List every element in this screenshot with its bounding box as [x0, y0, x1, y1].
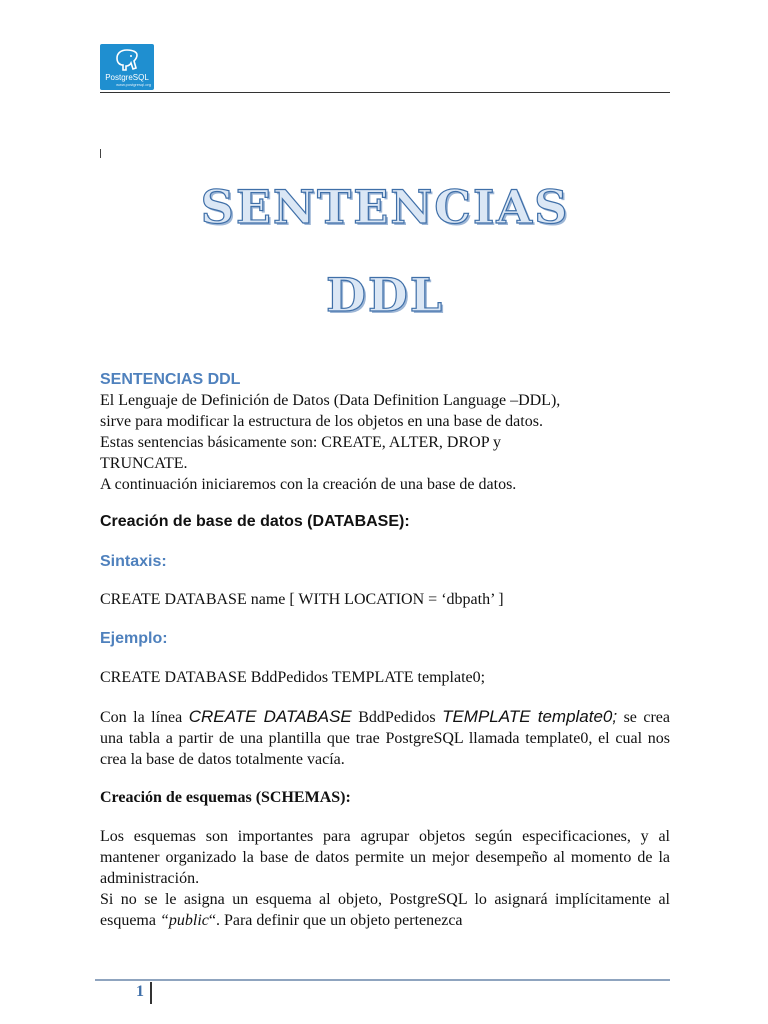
explanation-rest: se crea una tabla a partir de una plantilla que trae PostgreSQL llamada template0, el cual nos crea la base de datos totalmente vacía.: [100, 709, 671, 768]
ddl-line-1: El Lenguaje de Definición de Datos (Data Definition Language –DDL),: [100, 392, 561, 409]
schemas-para2-prefix: Si no se le asigna un esquema al objeto, PostgreSQL lo asignará implícitamente al esquema: [100, 891, 670, 929]
page-number-divider: [150, 982, 152, 1004]
syntax-line: CREATE DATABASE name [ WITH LOCATION = ‘dbpath’ ]: [100, 591, 504, 608]
section-heading-schemas: Creación de esquemas (SCHEMAS):: [100, 789, 351, 806]
ddl-line-3: Estas sentencias básicamente son: CREATE, ALTER, DROP y: [100, 434, 501, 451]
logo-subtext: www.postgresql.org: [116, 82, 151, 87]
explanation-mid: BddPedidos: [351, 709, 443, 726]
document-title-line-1: SENTENCIAS: [200, 180, 570, 234]
postgresql-logo: [100, 44, 154, 90]
schemas-paragraph-2: [100, 889, 670, 931]
page-number: 1: [136, 983, 144, 1000]
example-line: CREATE DATABASE BddPedidos TEMPLATE template0;: [100, 669, 486, 686]
ddl-line-4: TRUNCATE.: [100, 455, 188, 472]
schemas-paragraph-1: Los esquemas son importantes para agrupar objetos según especificaciones, y al mantener organizado la base de datos permite un mejor desempeño al momento de la administración.: [100, 828, 670, 887]
syntax-heading: Sintaxis:: [100, 553, 167, 570]
section-heading-ddl: SENTENCIAS DDL: [100, 371, 241, 388]
logo-text: PostgreSQL: [105, 73, 149, 82]
schemas-para2-suffix: “. Para definir que un objeto pertenezca: [208, 912, 463, 929]
document-title-line-2: DDL: [325, 268, 445, 322]
keyword-create-database: CREATE DATABASE: [188, 707, 352, 726]
elephant-icon: [112, 48, 142, 72]
section-heading-database: Creación de base de datos (DATABASE):: [100, 513, 410, 530]
document-body: [100, 370, 670, 931]
example-heading: Ejemplo:: [100, 630, 168, 647]
ddl-line-2: sirve para modificar la estructura de los objetos en una base de datos.: [100, 413, 543, 430]
explanation-prefix: Con la línea: [100, 709, 189, 726]
schema-public: “public: [159, 912, 209, 929]
explanation-paragraph: [100, 706, 670, 770]
ddl-line-5: A continuación iniciaremos con la creación de una base de datos.: [100, 476, 517, 493]
text-cursor: [100, 149, 101, 158]
keyword-template: TEMPLATE template0;: [442, 707, 618, 726]
header-rule: [100, 92, 670, 93]
footer-rule: [95, 979, 670, 981]
